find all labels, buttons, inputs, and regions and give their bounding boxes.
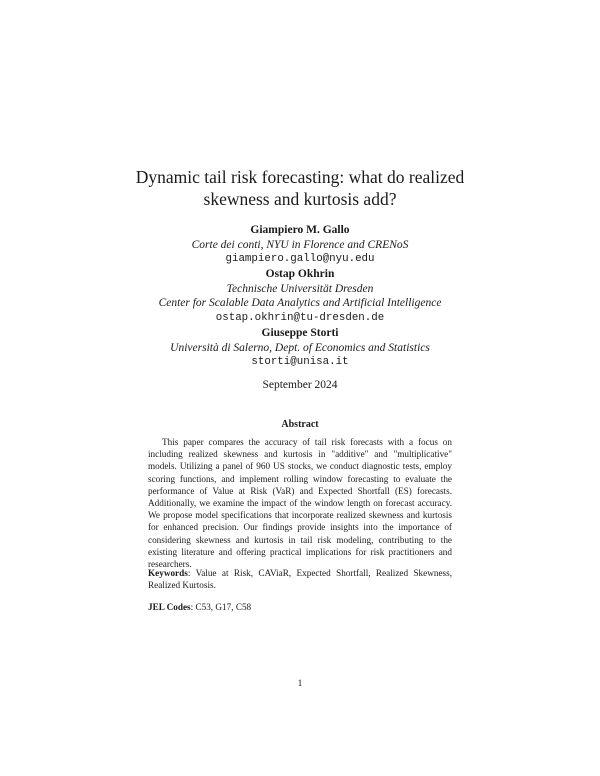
title-line-2: skewness and kurtosis add?: [203, 189, 397, 209]
paper-title: [100, 166, 500, 210]
abstract-body: This paper compares the accuracy of tail risk forecasts with a focus on including realized skewness and kurtosis in "additive" and "multiplicative" models. Utilizing a panel of 960 US stocks, we conduct diagnostic tests, employ scoring functions, and implement rolling window forecasting to evaluate the performance of Value at Risk (VaR) and Expected Shortfall (ES) forecasts. Additionally, we examine the impact of the window length on forecast accuracy. We propose model specifications that incorporate realized skewness and kurtosis for enhanced precision. Our findings provide insights into the importance of considering skewness and kurtosis in tail risk modeling, contributing to the existing literature and offering practical implications for risk practitioners and researchers.: [148, 437, 452, 570]
keywords-label: Keywords: [148, 568, 188, 578]
author-email: ostap.okhrin@tu-dresden.de: [215, 311, 385, 324]
abstract-heading: Abstract: [281, 419, 319, 430]
author-block-1: [100, 223, 500, 267]
author-affiliation: Università di Salerno, Dept. of Economics and Statistics: [170, 341, 430, 354]
keywords-text: : Value at Risk, CAViaR, Expected Shortfall, Realized Skewness, Realized Kurtosis.: [148, 568, 452, 591]
author-affiliation: Center for Scalable Data Analytics and Artificial Intelligence: [158, 297, 442, 309]
jel-text: : C53, G17, C58: [190, 602, 252, 612]
jel-label: JEL Codes: [148, 602, 191, 612]
author-affiliation: Technische Universität Dresden: [226, 282, 374, 295]
title-line-1: Dynamic tail risk forecasting: what do realized: [135, 167, 465, 187]
paper-date: September 2024: [262, 379, 338, 391]
keywords: [148, 567, 452, 591]
author-name: Giuseppe Storti: [261, 327, 339, 339]
author-email: giampiero.gallo@nyu.edu: [225, 253, 375, 265]
author-block-2: [100, 267, 500, 325]
author-name: Ostap Okhrin: [265, 268, 335, 280]
author-email: storti@unisa.it: [251, 356, 349, 368]
author-block-3: [100, 326, 500, 370]
jel-codes: [148, 601, 452, 613]
author-affiliation: Corte dei conti, NYU in Florence and CRENoS: [191, 238, 409, 251]
author-name: Giampiero M. Gallo: [250, 224, 350, 236]
page-number: 1: [297, 679, 303, 689]
